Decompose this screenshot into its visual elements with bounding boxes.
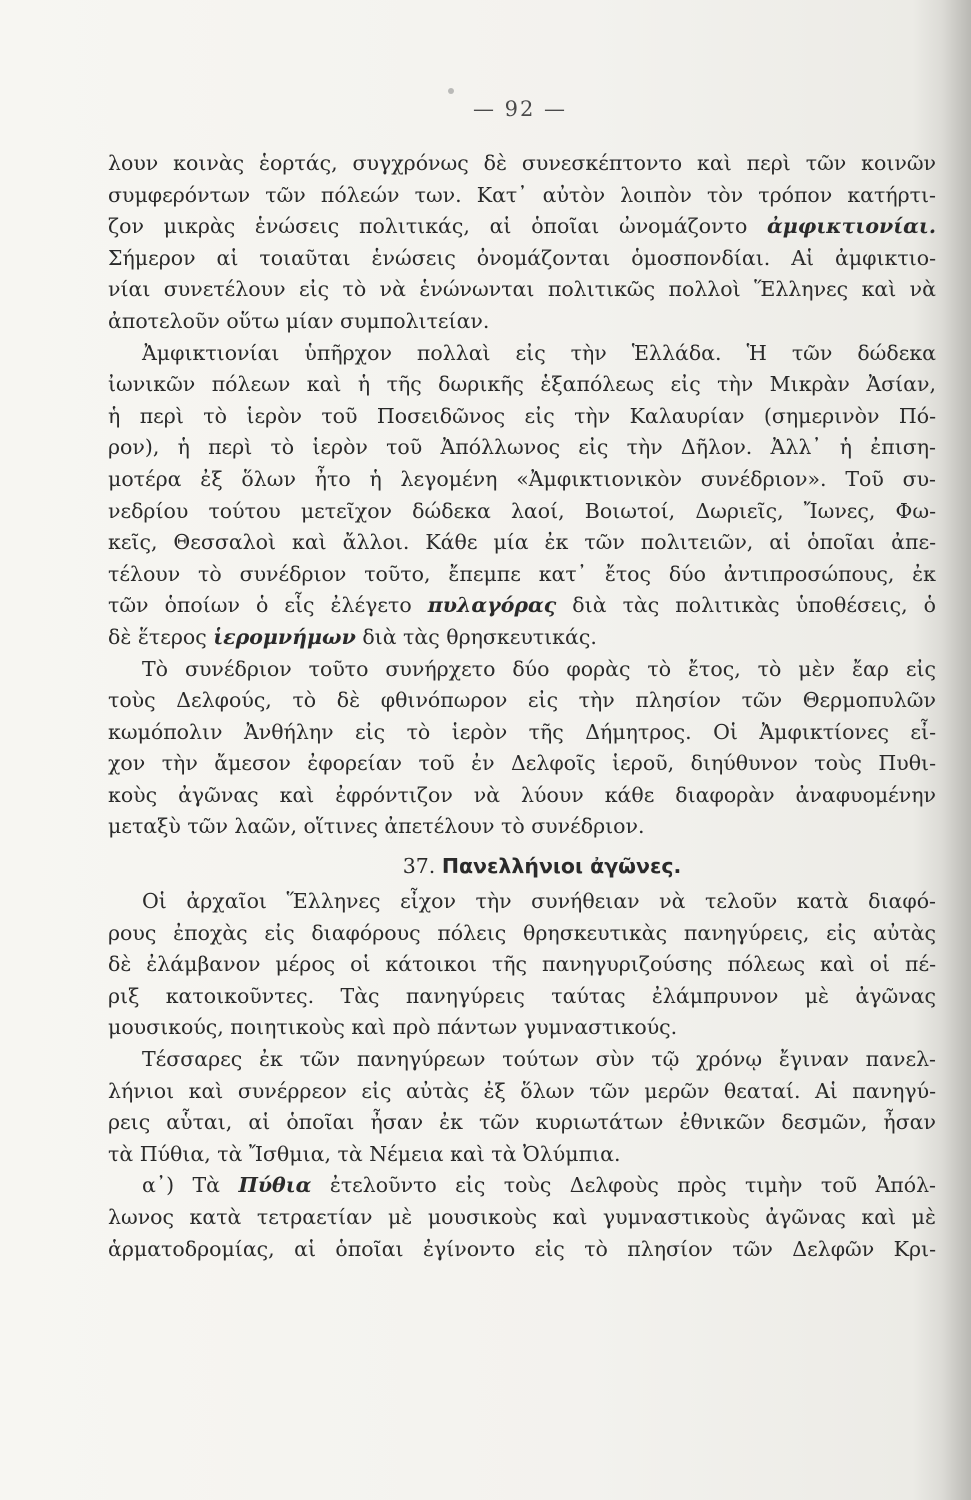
text-line: κοὺς ἀγῶνας καὶ ἐφρόντιζον νὰ λύουν κάθε διαφορὰν ἀναφυομένην: [108, 782, 936, 807]
text-line: κεῖς, Θεσσαλοὶ καὶ ἄλλοι. Κάθε μία ἐκ τῶν πολιτειῶν, αἱ ὁποῖαι ἀπε-: [108, 530, 936, 555]
text-segment: διὰ τὰς πολιτικὰς ὑποθέσεις, ὁ: [556, 593, 936, 618]
text-line: τέλουν τὸ συνέδριον τοῦτο, ἔπεμπε κατ᾽ ἔτος δύο ἀντιπροσώπους, ἐκ: [108, 561, 936, 586]
text-line: νίαι συνετέλουν εἰς τὸ νὰ ἑνώνωνται πολιτικῶς πολλοὶ Ἕλληνες καὶ νὰ: [108, 277, 936, 302]
body-text: [108, 148, 936, 1265]
text-line: ἀποτελοῦν οὕτω μίαν συμπολιτείαν.: [108, 308, 490, 333]
text-line: ἁρματοδρομίας, αἱ ὁποῖαι ἐγίνοντο εἰς τὸ πλησίον τῶν Δελφῶν Κρι-: [108, 1236, 936, 1261]
term-hieromnemon: ἱερομνήμων: [213, 624, 356, 649]
term-amphiktyoniai: ἀμφικτιονίαι.: [767, 214, 936, 239]
term-pythia: Πύθια: [238, 1173, 312, 1198]
text-line: λήνιοι καὶ συνέρρεον εἰς αὐτὰς ἐξ ὅλων τῶν μερῶν θεαταί. Αἱ πανηγύ-: [108, 1078, 936, 1103]
section-number: 37.: [402, 854, 442, 879]
text-line: μεταξὺ τῶν λαῶν, οἵτινες ἀπετέλουν τὸ συνέδριον.: [108, 814, 645, 839]
text-line: Τὸ συνέδριον τοῦτο συνήρχετο δύο φορὰς τὸ ἔτος, τὸ μὲν ἔαρ εἰς: [142, 656, 936, 681]
text-line: λουν κοινὰς ἑορτάς, συγχρόνως δὲ συνεσκέπτοντο καὶ περὶ τῶν κοινῶν: [108, 151, 936, 175]
text-line: ριξ κατοικοῦντες. Τὰς πανηγύρεις ταύτας ἐλάμπρυνον μὲ ἀγῶνας: [108, 983, 936, 1008]
text-line: τὰ Πύθια, τὰ Ἴσθμια, τὰ Νέμεια καὶ τὰ Ὀλύμπια.: [108, 1141, 621, 1166]
text-line: Ἀμφικτιονίαι ὑπῆρχον πολλαὶ εἰς τὴν Ἑλλάδα. Ἡ τῶν δώδεκα: [142, 340, 936, 365]
text-line: νεδρίου τούτου μετεῖχον δώδεκα λαοί, Βοιωτοί, Δωριεῖς, Ἴωνες, Φω-: [108, 498, 936, 523]
text-line: ρους ἐποχὰς εἰς διαφόρους πόλεις θρησκευτικὰς πανηγύρεις, εἰς αὐτὰς: [108, 920, 936, 945]
text-line: Σήμερον αἱ τοιαῦται ἑνώσεις ὀνομάζονται ὁμοσπονδίαι. Αἱ ἀμφικτιο-: [108, 245, 936, 270]
text-line: Τέσσαρες ἐκ τῶν πανηγύρεων τούτων σὺν τῷ χρόνῳ ἔγιναν πανελ-: [142, 1047, 936, 1072]
text-segment: διὰ τὰς θρησκευτικάς.: [355, 624, 597, 649]
text-line: δὲ ἐλάμβανον μέρος οἱ κάτοικοι τῆς πανηγυριζούσης πόλεως καὶ οἱ πέ-: [108, 952, 936, 977]
text-segment: α᾽) Τὰ: [142, 1173, 239, 1198]
text-line: Οἱ ἀρχαῖοι Ἕλληνες εἶχον τὴν συνήθειαν νὰ τελοῦν κατὰ διαφό-: [142, 889, 936, 914]
text-line: μοτέρα ἐξ ὅλων ἦτο ἡ λεγομένη «Ἀμφικτιονικὸν συνέδριον». Τοῦ συ-: [108, 466, 936, 491]
text-line: [108, 1170, 936, 1202]
text-line: [108, 622, 936, 654]
text-line: ἡ περὶ τὸ ἱερὸν τοῦ Ποσειδῶνος εἰς τὴν Καλαυρίαν (σημερινὸν Πό-: [108, 403, 936, 428]
ink-speck: [448, 88, 454, 94]
text-line: λωνος κατὰ τετραετίαν μὲ μουσικοὺς καὶ γυμναστικοὺς ἀγῶνας καὶ μὲ: [108, 1205, 936, 1229]
text-line: ἰωνικῶν πόλεων καὶ ἡ τῆς δωρικῆς ἑξαπόλεως εἰς τὴν Μικρὰν Ἀσίαν,: [108, 372, 936, 397]
text-line: κωμόπολιν Ἀνθήλην εἰς τὸ ἱερὸν τῆς Δήμητρος. Οἱ Ἀμφικτίονες εἶ-: [108, 719, 936, 744]
text-line: τοὺς Δελφούς, τὸ δὲ φθινόπωρον εἰς τὴν πλησίον τῶν Θερμοπυλῶν: [108, 688, 936, 713]
text-segment: τῶν ὁποίων ὁ εἷς ἐλέγετο: [108, 593, 428, 618]
text-segment: ἐτελοῦντο εἰς τοὺς Δελφοὺς πρὸς τιμὴν τοῦ Ἀπόλ-: [311, 1173, 936, 1198]
text-segment: δὲ ἕτερος: [108, 624, 214, 649]
text-line: συμφερόντων τῶν πόλεών των. Κατ᾽ αὐτὸν λοιπὸν τὸν τρόπον κατήρτι-: [108, 182, 936, 207]
section-heading: [108, 843, 936, 886]
text-line: μουσικούς, ποιητικοὺς καὶ πρὸ πάντων γυμναστικούς.: [108, 1015, 678, 1040]
text-line: ρον), ἡ περὶ τὸ ἱερὸν τοῦ Ἀπόλλωνος εἰς τὴν Δῆλον. Ἀλλ᾽ ἡ ἐπιση-: [108, 435, 936, 460]
page-number: — 92 —: [472, 97, 568, 121]
term-pylagoras: πυλαγόρας: [427, 593, 557, 618]
section-title: Πανελλήνιοι ἀγῶνες.: [441, 854, 682, 879]
text-line: [108, 211, 936, 243]
text-line: χον τὴν ἄμεσον ἐφορείαν τοῦ ἐν Δελφοῖς ἱεροῦ, διηύθυνον τοὺς Πυθι-: [108, 751, 936, 776]
text-line: ρεις αὗται, αἱ ὁποῖαι ἦσαν ἐκ τῶν κυριωτάτων ἐθνικῶν δεσμῶν, ἦσαν: [108, 1110, 936, 1135]
text-line: [108, 590, 936, 622]
text-segment: ζον μικρὰς ἑνώσεις πολιτικάς, αἱ ὁποῖαι ὠνομάζοντο: [108, 214, 768, 239]
